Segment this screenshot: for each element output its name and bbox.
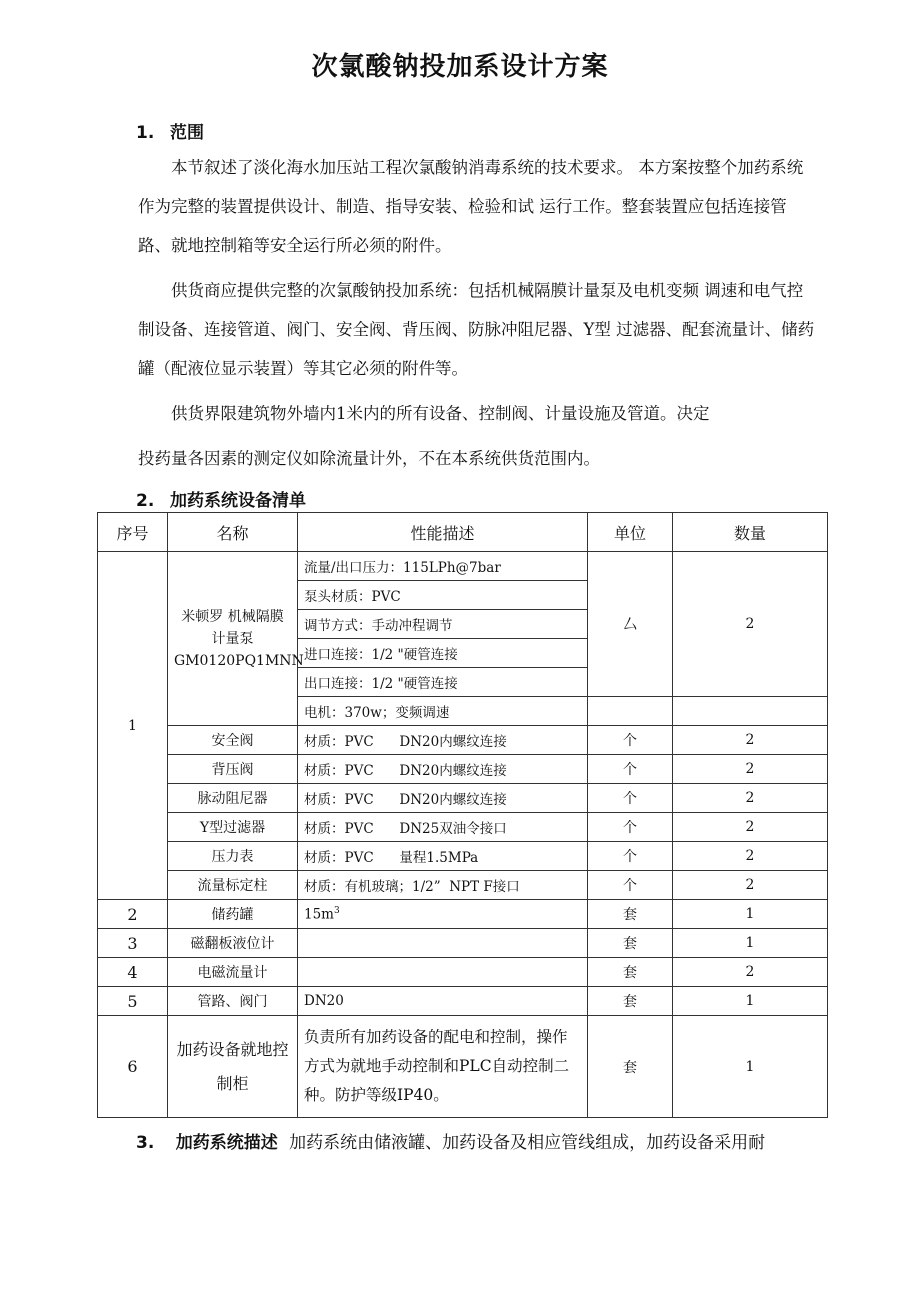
item-unit: 套 <box>588 900 673 929</box>
header-desc: 性能描述 <box>298 513 588 552</box>
control-cabinet-name-line-2: 制柜 <box>216 1073 249 1093</box>
item-unit: 套 <box>588 958 673 987</box>
row-seq: 5 <box>98 987 168 1016</box>
pump-unit: 厶 <box>588 552 673 697</box>
item-desc: 材质：PVC DN25双油令接口 <box>298 813 588 842</box>
item-unit: 个 <box>588 871 673 900</box>
row-seq: 4 <box>98 958 168 987</box>
item-qty: 2 <box>673 813 828 842</box>
table-row <box>98 1016 828 1118</box>
item-name: 背压阀 <box>168 755 298 784</box>
section-1-number: 1. <box>136 123 155 143</box>
item-qty: 2 <box>673 871 828 900</box>
item-name: 电磁流量计 <box>168 958 298 987</box>
item-name: 脉动阻尼器 <box>168 784 298 813</box>
control-cabinet-desc: 负责所有加药设备的配电和控制，操作方式为就地手动控制和PLC自动控制二种。防护等级IP40。 <box>298 1016 588 1118</box>
section-2-heading <box>136 486 306 511</box>
table-row <box>98 784 828 813</box>
item-desc: DN20 <box>298 987 588 1016</box>
pump-qty-blank <box>673 697 828 726</box>
item-qty: 2 <box>673 726 828 755</box>
section-3 <box>136 1128 765 1153</box>
section-1-paragraph-1: 本节叙述了淡化海水加压站工程次氯酸钠消毒系统的技术要求。 本方案按整个加药系统作为完整的装置提供设计、制造、指导安装、检验和试 运行工作。整套装置应包括连接管路、就地控制箱等安全运行所必须的附件。 <box>138 158 804 255</box>
table-row <box>98 958 828 987</box>
equipment-table <box>97 512 828 1118</box>
item-qty: 1 <box>673 900 828 929</box>
pump-spec: 进口连接：1/2 "硬管连接 <box>298 639 588 668</box>
item-desc <box>298 958 588 987</box>
section-1-heading <box>136 118 204 143</box>
item-desc: 材质：PVC DN20内螺纹连接 <box>298 784 588 813</box>
pump-qty: 2 <box>673 552 828 697</box>
item-qty: 1 <box>673 929 828 958</box>
item-name: 流量标定柱 <box>168 871 298 900</box>
section-3-title: 加药系统描述 <box>175 1133 278 1153</box>
pump-name-line-2: 计量泵 <box>211 630 254 647</box>
section-1-paragraph-3-line-1: 供货界限建筑物外墙内1米内的所有设备、控制阀、计量设施及管道。决定 <box>171 404 710 423</box>
pump-spec: 调节方式：手动冲程调节 <box>298 610 588 639</box>
item-unit: 个 <box>588 755 673 784</box>
item-desc: 材质：PVC DN20内螺纹连接 <box>298 755 588 784</box>
item-unit: 个 <box>588 842 673 871</box>
pump-name-line-3: GM0120PQ1MNN <box>174 652 304 669</box>
item-unit: 个 <box>588 813 673 842</box>
header-unit: 单位 <box>588 513 673 552</box>
tank-volume: 15m <box>304 906 334 923</box>
item-name: 磁翻板液位计 <box>168 929 298 958</box>
table-row <box>98 842 828 871</box>
row-seq: 6 <box>98 1016 168 1118</box>
item-unit: 个 <box>588 726 673 755</box>
item-desc: 材质：PVC 量程1.5MPa <box>298 842 588 871</box>
item-name: Y型过滤器 <box>168 813 298 842</box>
item-desc: 材质：有机玻璃；1/2” NPT F接口 <box>298 871 588 900</box>
item-unit: 个 <box>588 784 673 813</box>
table-row <box>98 755 828 784</box>
table-header-row <box>98 513 828 552</box>
item-unit: 套 <box>588 929 673 958</box>
row-seq: 2 <box>98 900 168 929</box>
section-2-title: 加药系统设备清单 <box>170 491 306 511</box>
row-seq: 3 <box>98 929 168 958</box>
section-3-text: 加药系统由储液罐、加药设备及相应管线组成，加药设备采用耐 <box>289 1133 766 1153</box>
header-name: 名称 <box>168 513 298 552</box>
item-unit: 套 <box>588 1016 673 1118</box>
pump-name-line-1: 米顿罗 机械隔膜 <box>181 608 284 625</box>
section-1-title: 范围 <box>170 123 204 143</box>
pump-spec: 电机：370w；变频调速 <box>298 697 588 726</box>
control-cabinet-name <box>168 1016 298 1118</box>
item-unit: 套 <box>588 987 673 1016</box>
section-1-paragraph-3-line-2: 投药量各因素的测定仪如除流量计外，不在本系统供货范围内。 <box>138 449 600 468</box>
item-qty: 1 <box>673 987 828 1016</box>
table-row <box>98 726 828 755</box>
pump-spec: 出口连接：1/2 "硬管连接 <box>298 668 588 697</box>
page-title: 次氯酸钠投加系设计方案 <box>311 52 609 82</box>
pump-name-cell <box>168 552 304 726</box>
item-qty: 2 <box>673 842 828 871</box>
table-row <box>98 871 828 900</box>
item-name: 安全阀 <box>168 726 298 755</box>
item-qty: 1 <box>673 1016 828 1118</box>
row-1-seq: 1 <box>98 552 168 900</box>
table-row <box>98 900 828 929</box>
section-1-paragraph-2: 供货商应提供完整的次氯酸钠投加系统：包括机械隔膜计量泵及电机变频 调速和电气控制设备、连接管道、阀门、安全阀、背压阀、防脉冲阻尼器、Y型 过滤器、配套流量计、储药罐（配液位显示装置）等其它必须的附件等。 <box>138 281 815 378</box>
item-desc <box>298 929 588 958</box>
table-row <box>98 929 828 958</box>
pump-spec: 泵头材质：PVC <box>298 581 588 610</box>
item-name: 压力表 <box>168 842 298 871</box>
table-row <box>98 552 828 581</box>
item-qty: 2 <box>673 958 828 987</box>
item-desc <box>298 900 588 929</box>
header-qty: 数量 <box>673 513 828 552</box>
item-name: 管路、阀门 <box>168 987 298 1016</box>
item-desc: 材质：PVC DN20内螺纹连接 <box>298 726 588 755</box>
section-2-number: 2. <box>136 491 155 511</box>
header-seq: 序号 <box>98 513 168 552</box>
control-cabinet-name-line-1: 加药设备就地控 <box>176 1039 289 1059</box>
tank-volume-unit-exponent: 3 <box>333 905 340 916</box>
item-qty: 2 <box>673 784 828 813</box>
table-row <box>98 987 828 1016</box>
section-3-number: 3. <box>136 1133 155 1153</box>
pump-spec: 流量/出口压力：115LPh@7bar <box>298 552 588 581</box>
item-qty: 2 <box>673 755 828 784</box>
item-name: 储药罐 <box>168 900 298 929</box>
table-row <box>98 813 828 842</box>
pump-unit-blank <box>588 697 673 726</box>
